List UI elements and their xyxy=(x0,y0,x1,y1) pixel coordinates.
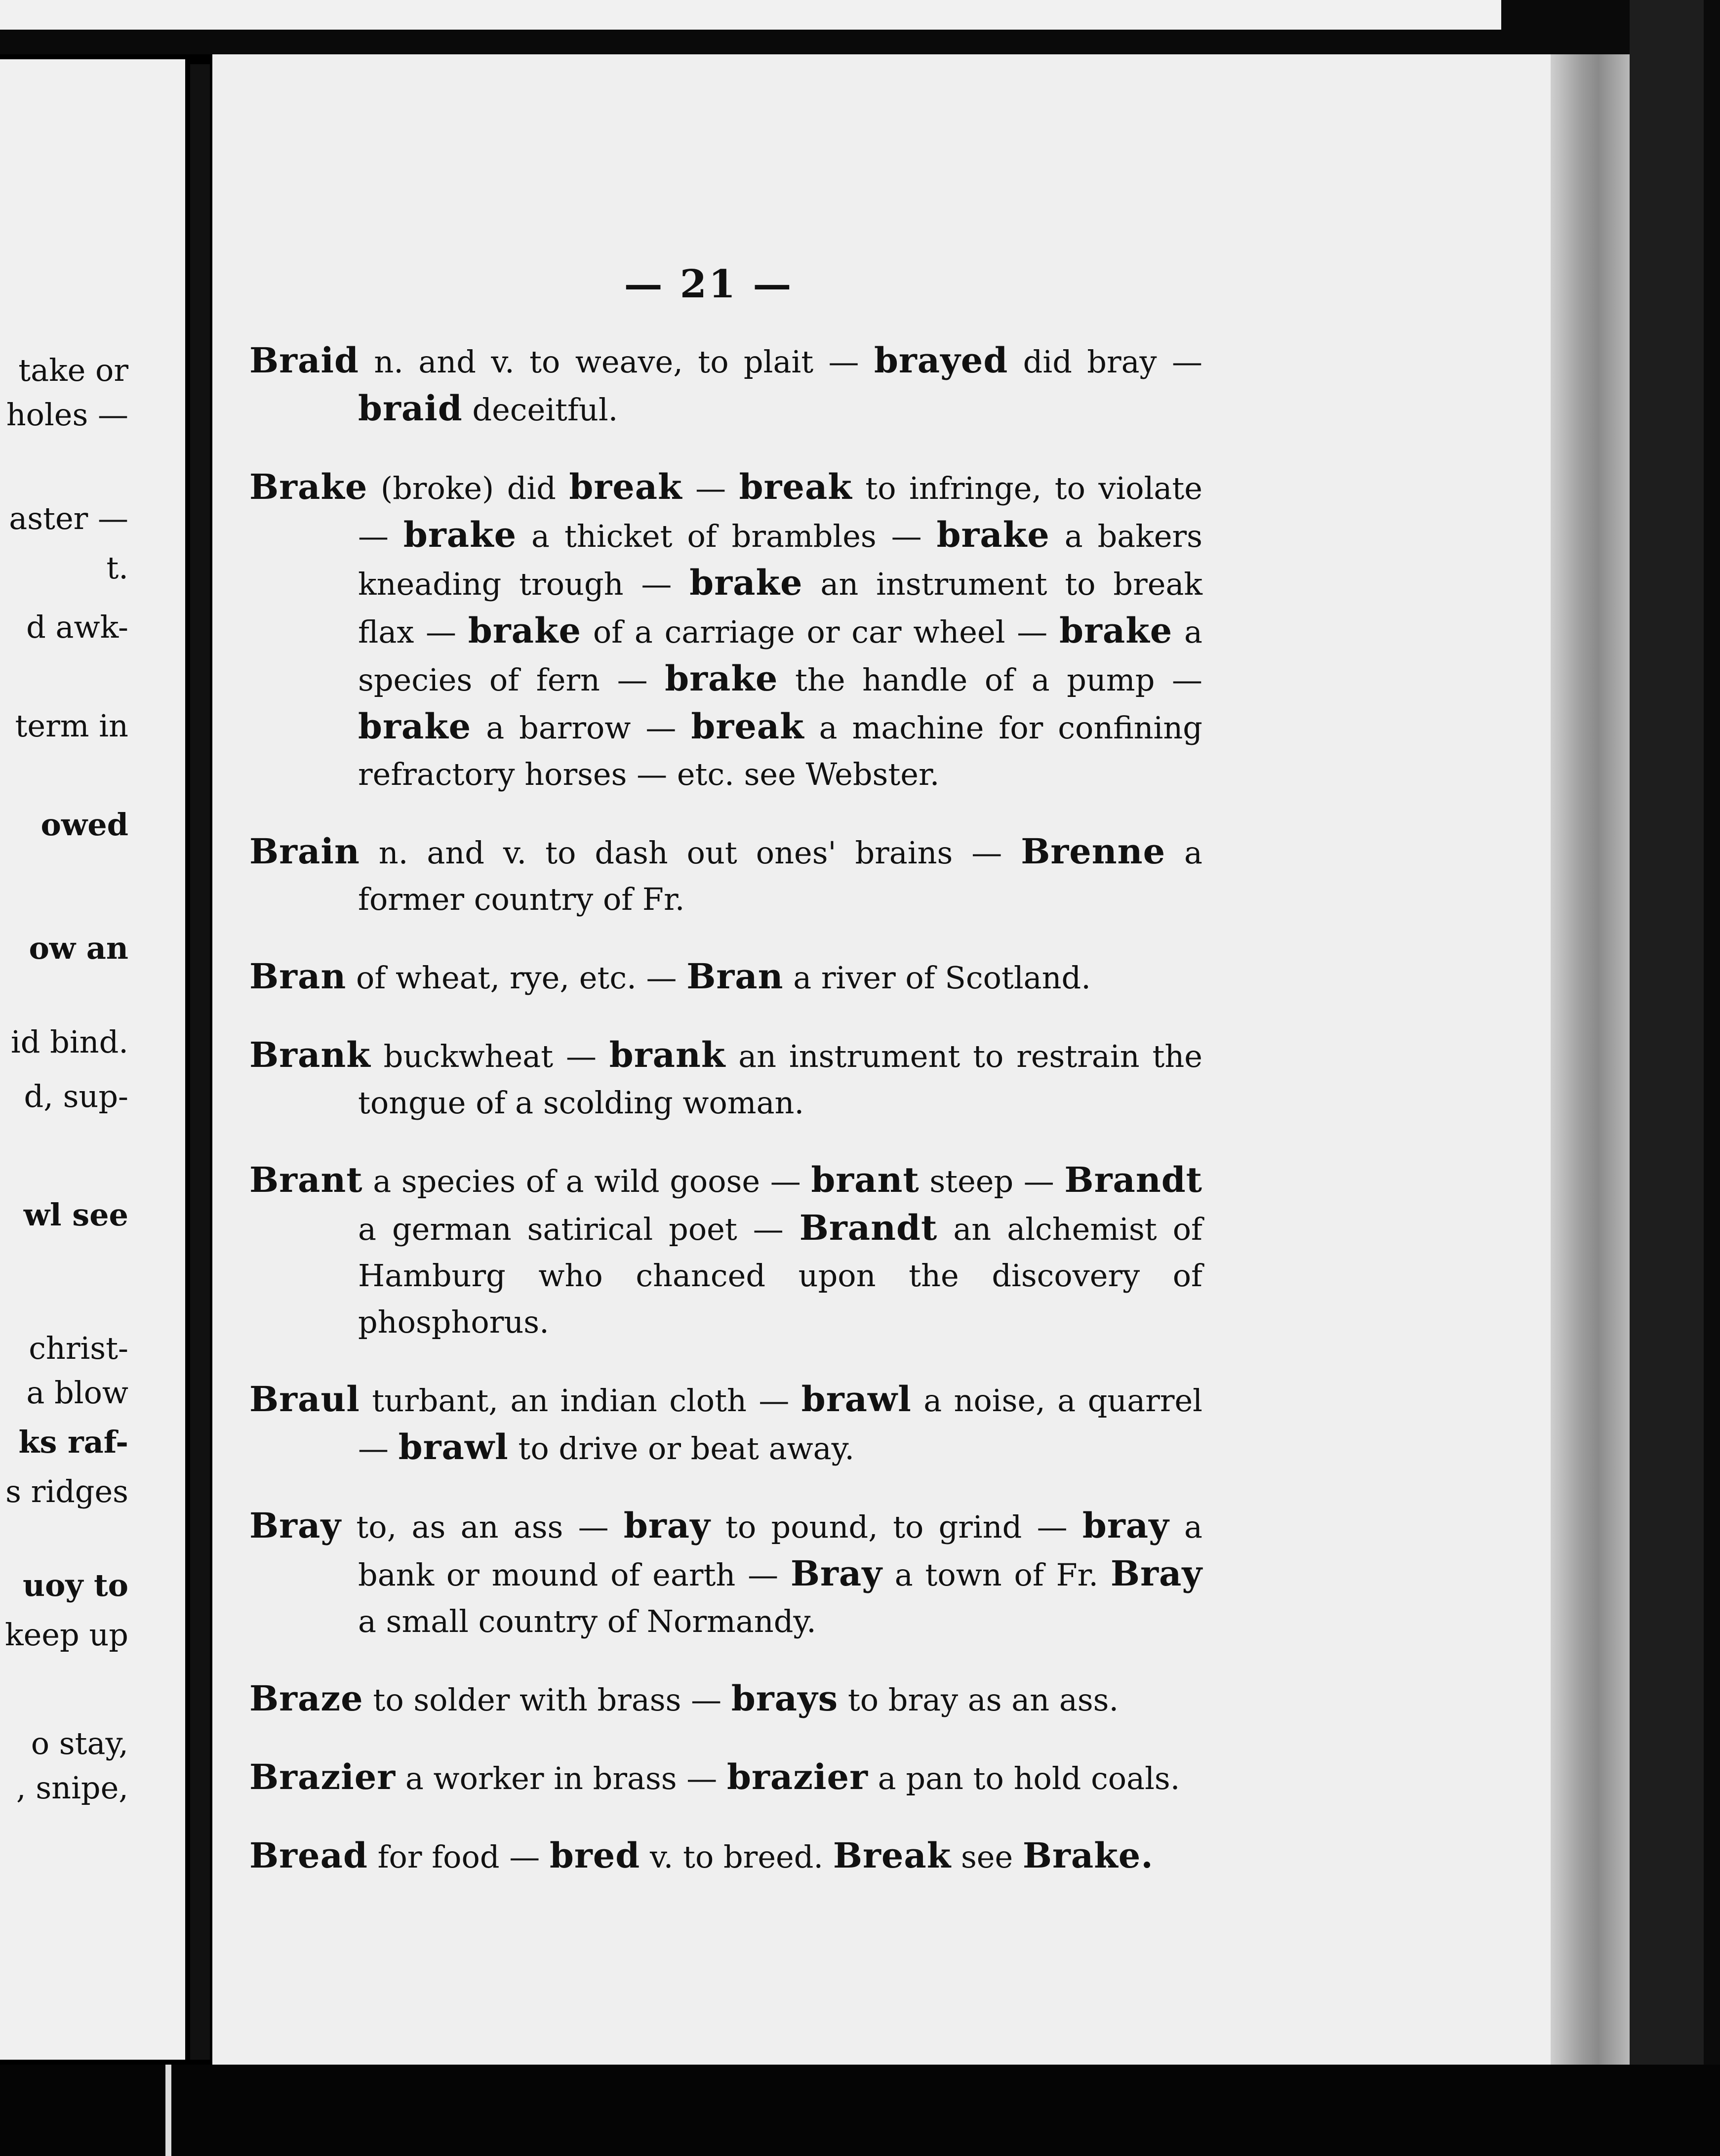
headword: Bran xyxy=(249,956,347,997)
entry-text: (broke) did xyxy=(367,470,569,506)
bold-term: Brandt xyxy=(799,1207,938,1248)
entry-brant xyxy=(249,1157,1202,1345)
headword: Braid xyxy=(249,340,359,381)
bold-term: brake xyxy=(358,706,472,747)
headword: Braul xyxy=(249,1379,360,1420)
entry-text: to solder with brass — xyxy=(363,1682,731,1718)
entry-text: n. and v. to weave, to plait — xyxy=(359,344,874,380)
bold-term: brawl xyxy=(398,1426,509,1467)
bold-term: Bray xyxy=(1110,1553,1202,1594)
left-fragment-line: owed xyxy=(40,807,128,843)
headword: Bread xyxy=(249,1835,368,1876)
bold-term: Bran xyxy=(686,956,784,997)
left-fragment-line: holes — xyxy=(6,397,128,433)
left-fragment-line: keep up xyxy=(5,1617,128,1653)
bold-term: brake xyxy=(403,514,517,555)
entry-braul xyxy=(249,1376,1202,1472)
scan-frame-right xyxy=(1630,0,1720,2156)
bold-term: Brake. xyxy=(1022,1835,1154,1876)
left-fragment-line: t. xyxy=(106,550,128,586)
entry-text: a small country of Normandy. xyxy=(358,1603,816,1639)
bold-term: break xyxy=(691,706,804,747)
left-fragment-line: , snipe, xyxy=(16,1770,128,1806)
entry-text: to drive or beat away. xyxy=(508,1430,855,1466)
headword: Bray xyxy=(249,1505,342,1546)
left-fragment-line: christ- xyxy=(29,1330,128,1366)
scan-frame-top-strip xyxy=(0,0,1501,30)
entry-text: a town of Fr. xyxy=(882,1557,1111,1593)
entry-braze xyxy=(249,1675,1202,1723)
bold-term: brake xyxy=(1059,610,1173,651)
bold-term: brake xyxy=(468,610,582,651)
entry-text: steep — xyxy=(919,1163,1065,1199)
entry-brank xyxy=(249,1032,1202,1126)
entry-text: of a carriage or car wheel — xyxy=(581,614,1060,650)
left-fragment-line: id bind. xyxy=(10,1024,128,1060)
bold-term: bred xyxy=(549,1835,640,1876)
bold-term: bray xyxy=(623,1505,711,1546)
entry-text: deceitful. xyxy=(462,392,618,428)
left-fragment-line: ow an xyxy=(29,930,128,966)
entry-brake xyxy=(249,464,1202,798)
entry-text: v. to breed. xyxy=(640,1839,833,1875)
entry-text: of wheat, rye, etc. — xyxy=(346,960,687,996)
entry-bray xyxy=(249,1503,1202,1645)
entry-text: to bray as an ass. xyxy=(838,1682,1119,1718)
bold-term: break xyxy=(739,466,852,507)
left-fragment-line: wl see xyxy=(23,1197,128,1233)
left-page-fragment xyxy=(0,59,185,2060)
headword: Brant xyxy=(249,1159,363,1200)
left-fragment-line: s ridges xyxy=(5,1473,128,1509)
scan-frame-right-bar xyxy=(1630,0,1704,2156)
entry-text: n. and v. to dash out ones' brains — xyxy=(360,835,1021,871)
entry-text: a worker in brass — xyxy=(396,1760,727,1796)
headword: Brain xyxy=(249,831,360,872)
entry-text: a barrow — xyxy=(471,710,691,746)
bold-term: brawl xyxy=(801,1379,912,1420)
bold-term: brake xyxy=(689,562,803,603)
entry-text: to infringe, to violate — xyxy=(358,470,1203,554)
bold-term: brank xyxy=(609,1034,726,1075)
left-fragment-line: d, sup- xyxy=(24,1078,128,1114)
bold-term: braid xyxy=(358,388,463,429)
left-fragment-line: ks raf- xyxy=(18,1424,128,1460)
bold-term: Brandt xyxy=(1064,1159,1202,1200)
left-fragment-line: aster — xyxy=(9,500,128,536)
bold-term: brayed xyxy=(874,340,1008,381)
bold-term: bray xyxy=(1082,1505,1169,1546)
entry-text: a bakers kneading trough — xyxy=(358,518,1202,602)
entry-text: a thicket of brambles — xyxy=(517,518,937,554)
entry-text: an alchemist of Hamburg who chanced upon the discovery of phosphorus. xyxy=(358,1211,1202,1340)
headword: Brake xyxy=(249,466,368,507)
dictionary-content xyxy=(249,262,1202,1890)
entry-braid xyxy=(249,337,1202,433)
entry-text: a species of fern — xyxy=(358,614,1203,698)
scan-frame-bottom xyxy=(0,2065,1720,2156)
left-fragment-line: d awk- xyxy=(26,609,128,645)
entry-text: a river of Scotland. xyxy=(783,960,1091,996)
entry-text: a bank or mound of earth — xyxy=(358,1509,1202,1593)
entry-text: see xyxy=(951,1839,1023,1875)
entry-brazier xyxy=(249,1754,1202,1802)
bold-term: brays xyxy=(731,1678,839,1719)
entry-text: a pan to hold coals. xyxy=(868,1760,1180,1796)
entry-bread xyxy=(249,1832,1202,1880)
bold-term: Brenne xyxy=(1021,831,1166,872)
entry-bran xyxy=(249,953,1202,1001)
entry-text: an instrument to break flax — xyxy=(358,566,1202,650)
bold-term: brazier xyxy=(727,1756,868,1797)
bold-term: brant xyxy=(811,1159,920,1200)
left-fragment-line: take or xyxy=(18,352,128,388)
entry-brain xyxy=(249,828,1202,923)
bold-term: brake xyxy=(665,658,778,699)
headword: Brank xyxy=(249,1034,371,1075)
entry-text: an instrument to restrain the tongue of a scolding woman. xyxy=(358,1038,1202,1121)
left-fragment-line: uoy to xyxy=(22,1567,128,1603)
entry-text: a machine for confining refractory horses — etc. see Webster. xyxy=(358,710,1202,792)
left-fragment-line: term in xyxy=(15,708,128,744)
bold-term: Break xyxy=(833,1835,952,1876)
entry-text: a noise, a quarrel — xyxy=(358,1383,1202,1466)
entry-text: buckwheat — xyxy=(370,1038,609,1074)
page-stack-edge xyxy=(1551,54,1630,2065)
entry-text: to pound, to grind — xyxy=(710,1509,1082,1545)
entry-text: turbant, an indian cloth — xyxy=(360,1383,801,1419)
headword: Brazier xyxy=(249,1756,396,1797)
entry-text: did bray — xyxy=(1008,344,1202,380)
entry-text: a german satirical poet — xyxy=(358,1211,800,1247)
left-fragment-line: a blow xyxy=(26,1375,128,1411)
entry-text: for food — xyxy=(367,1839,550,1875)
headword: Braze xyxy=(249,1678,363,1719)
entry-text: a former country of Fr. xyxy=(358,835,1202,917)
page-number: — 21 — xyxy=(624,262,794,307)
left-fragment-line: o stay, xyxy=(31,1725,128,1761)
book-spine-gutter xyxy=(190,64,210,2060)
entry-text: to, as an ass — xyxy=(341,1509,624,1545)
entry-text: a species of a wild goose — xyxy=(362,1163,811,1199)
entry-text: — xyxy=(682,470,739,506)
bold-term: Bray xyxy=(790,1553,882,1594)
bold-term: break xyxy=(569,466,682,507)
entry-text: the handle of a pump — xyxy=(778,662,1203,698)
scan-frame-top xyxy=(0,0,1720,54)
scan-frame-bottom-line xyxy=(165,2065,171,2156)
bold-term: brake xyxy=(936,514,1050,555)
